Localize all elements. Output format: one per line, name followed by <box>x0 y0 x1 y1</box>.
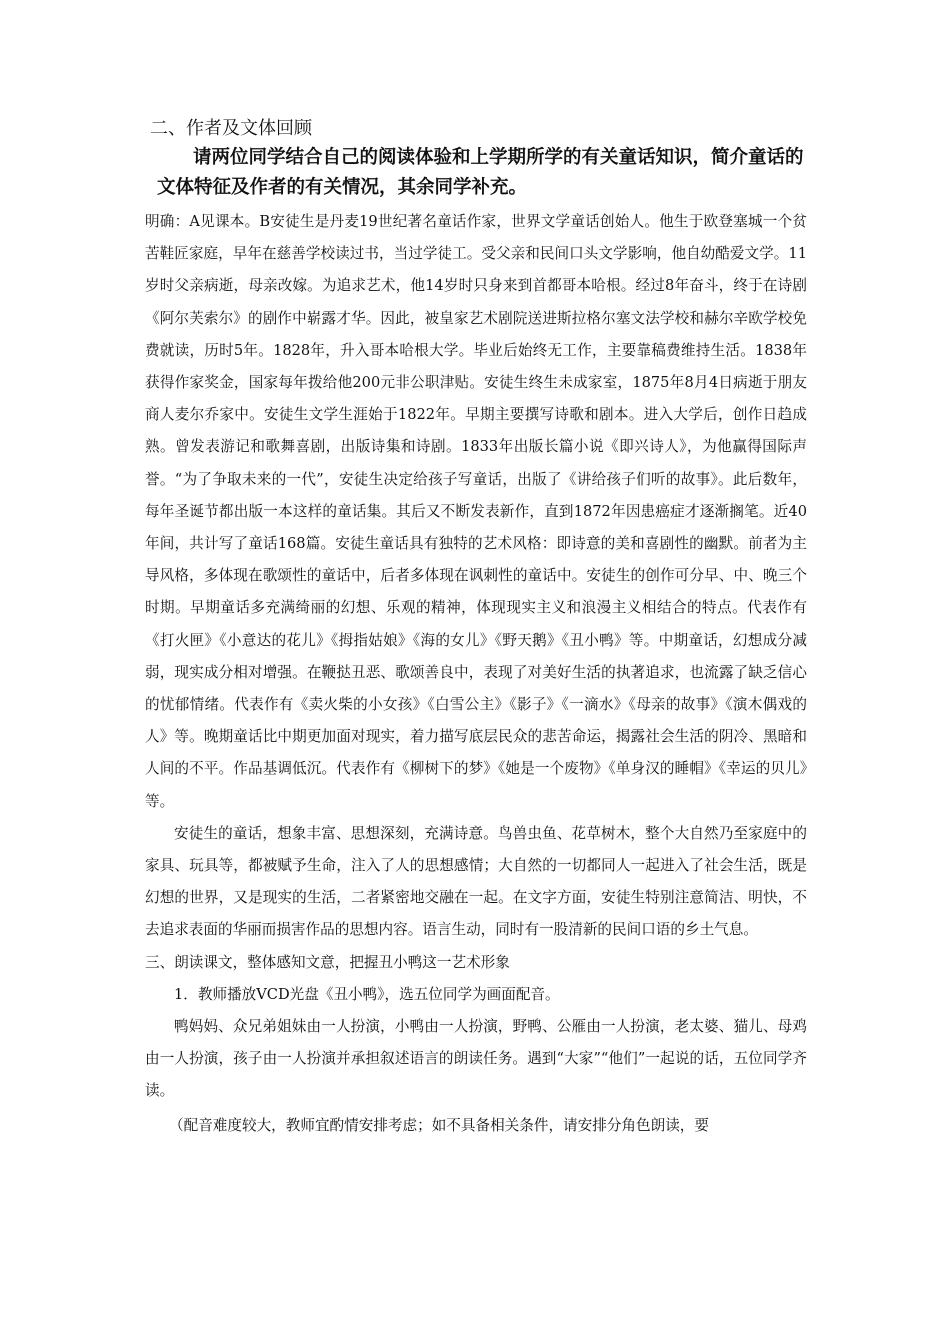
answer-paragraph-fairy-tale-features: 安徒生的童话，想象丰富、思想深刻，充满诗意。鸟兽虫鱼、花草树木，整个大自然乃至家庭中的家具、玩具等，都被赋予生命，注入了人的思想感情；大自然的一切都同人一起进入了社会生活，既是幻想的世界，又是现实的生活，二者紧密地交融在一起。在文字方面，安徒生特别注意简洁、明快，不去追求表面的华丽而损害作品的思想内容。语言生动，同时有一股清新的民间口语的乡土气息。 <box>145 824 807 939</box>
document-body <box>145 206 807 1142</box>
answer-paragraph-andersen-bio: 明确：A见课本。B安徒生是丹麦19世纪著名童话作家，世界文学童话创始人。他生于欧登塞城一个贫苦鞋匠家庭，早年在慈善学校读过书，当过学徒工。受父亲和民间口头文学影响，他自幼酷爱文学。11岁时父亲病逝，母亲改嫁。为追求艺术，他14岁时只身来到首都哥本哈根。经过8年奋斗，终于在诗剧《阿尔芙索尔》的剧作中崭露才华。因此，被皇家艺术剧院送进斯拉格尔塞文法学校和赫尔辛欧学校免费就读，历时5年。1828年，升入哥本哈根大学。毕业后始终无工作，主要靠稿费维持生活。1838年获得作家奖金，国家每年拨给他200元非公职津贴。安徒生终生未成家室，1875年8月4日病逝于朋友商人麦尔乔家中。安徒生文学生涯始于1822年。早期主要撰写诗歌和剧本。进入大学后，创作日趋成熟。曾发表游记和歌舞喜剧，出版诗集和诗剧。1833年出版长篇小说《即兴诗人》，为他赢得国际声誉。“为了争取未来的一代”，安徒生决定给孩子写童话，出版了《讲给孩子们听的故事》。此后数年，每年圣诞节都出版一本这样的童话集。其后又不断发表新作，直到1872年因患癌症才逐渐搁笔。近40年间，共计写了童话168篇。安徒生童话具有独特的艺术风格：即诗意的美和喜剧性的幽默。前者为主导风格，多体现在歌颂性的童话中，后者多体现在讽刺性的童话中。安徒生的创作可分早、中、晚三个时期。早期童话多充满绮丽的幻想、乐观的精神，体现现实主义和浪漫主义相结合的特点。代表作有《打火匣》《小意达的花儿》《拇指姑娘》《海的女儿》《野天鹅》《丑小鸭》等。中期童话，幻想成分减弱，现实成分相对增强。在鞭挞丑恶、歌颂善良中，表现了对美好生活的执著追求，也流露了缺乏信心的忧郁情绪。代表作有《卖火柴的小女孩》《白雪公主》《影子》《一滴水》《母亲的故事》《演木偶戏的人》等。晚期童话比中期更加面对现实，着力描写底层民众的悲苦命运，揭露社会生活的阴冷、黑暗和人间的不平。作品基调低沉。代表作有《柳树下的梦》《她是一个废物》《单身汉的睡帽》《幸运的贝儿》等。 <box>145 213 807 810</box>
section-intro-instruction: 请两位同学结合自己的阅读体验和上学期所学的有关童话知识，简介童话的文体特征及作者的有关情况，其余同学补充。 <box>157 147 804 198</box>
step-1-vcd-dubbing: 1．教师播放VCD光盘《丑小鸭》，选五位同学为画面配音。 <box>174 985 560 1003</box>
role-assignment-paragraph: 鸭妈妈、众兄弟姐妹由一人扮演，小鸭由一人扮演，野鸭、公雁由一人扮演，老太婆、猫儿、母鸡由一人扮演，孩子由一人扮演并承担叙述语言的朗读任务。遇到“大家”“他们”一起说的话，五位同学齐读。 <box>145 1018 807 1100</box>
section-heading-author-genre: 二、作者及文体回顾 <box>150 118 312 139</box>
teacher-note-paragraph: （配音难度较大，教师宜酌情安排考虑；如不具备相关条件，请安排分角色朗读，要 <box>169 1116 709 1134</box>
section-heading-reading: 三、朗读课文，整体感知文意，把握丑小鸭这一艺术形象 <box>145 953 510 971</box>
